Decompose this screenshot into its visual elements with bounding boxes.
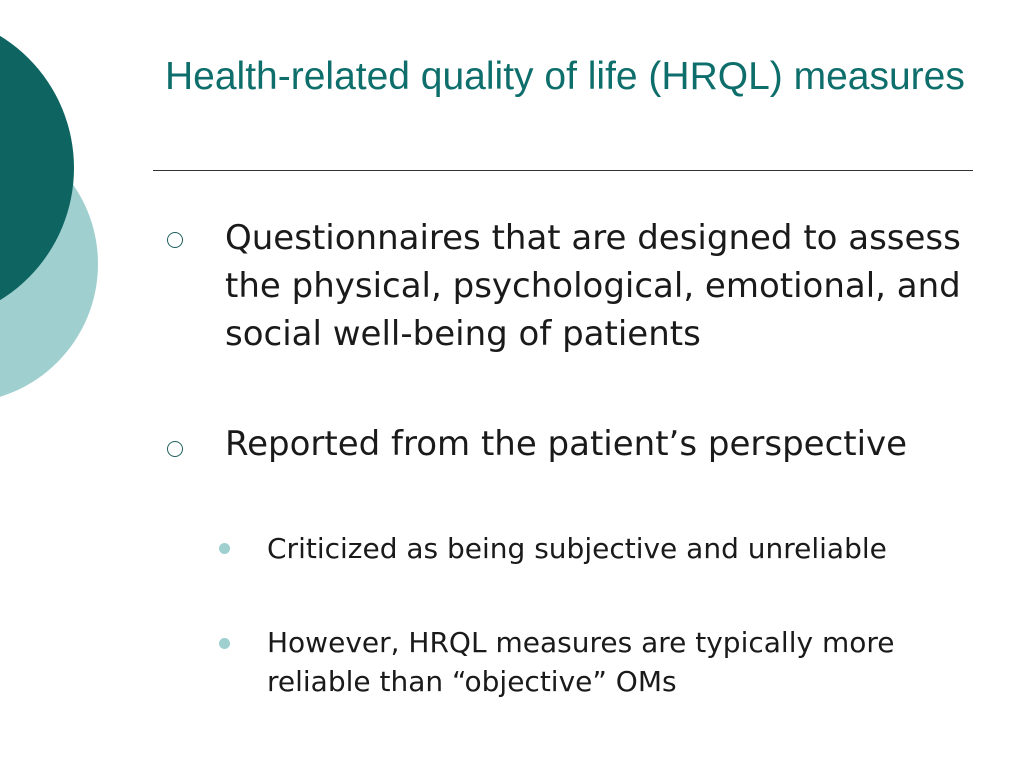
filled-dot-icon xyxy=(219,638,230,649)
hollow-circle-icon xyxy=(167,441,183,457)
hollow-circle-icon xyxy=(167,232,183,248)
filled-dot-icon xyxy=(219,543,230,554)
bullet-item: Questionnaires that are designed to assess the physical, psychological, emotional, and social well-being of patients xyxy=(225,218,961,354)
sub-bullet-item: Criticized as being subjective and unreliable xyxy=(267,532,887,565)
title-divider xyxy=(153,170,973,171)
sub-bullet-item: However, HRQL measures are typically more reliable than “objective” OMs xyxy=(267,626,895,698)
slide-title: Health-related quality of life (HRQL) measures xyxy=(165,55,965,98)
bullet-item: Reported from the patient’s perspective xyxy=(225,424,908,464)
